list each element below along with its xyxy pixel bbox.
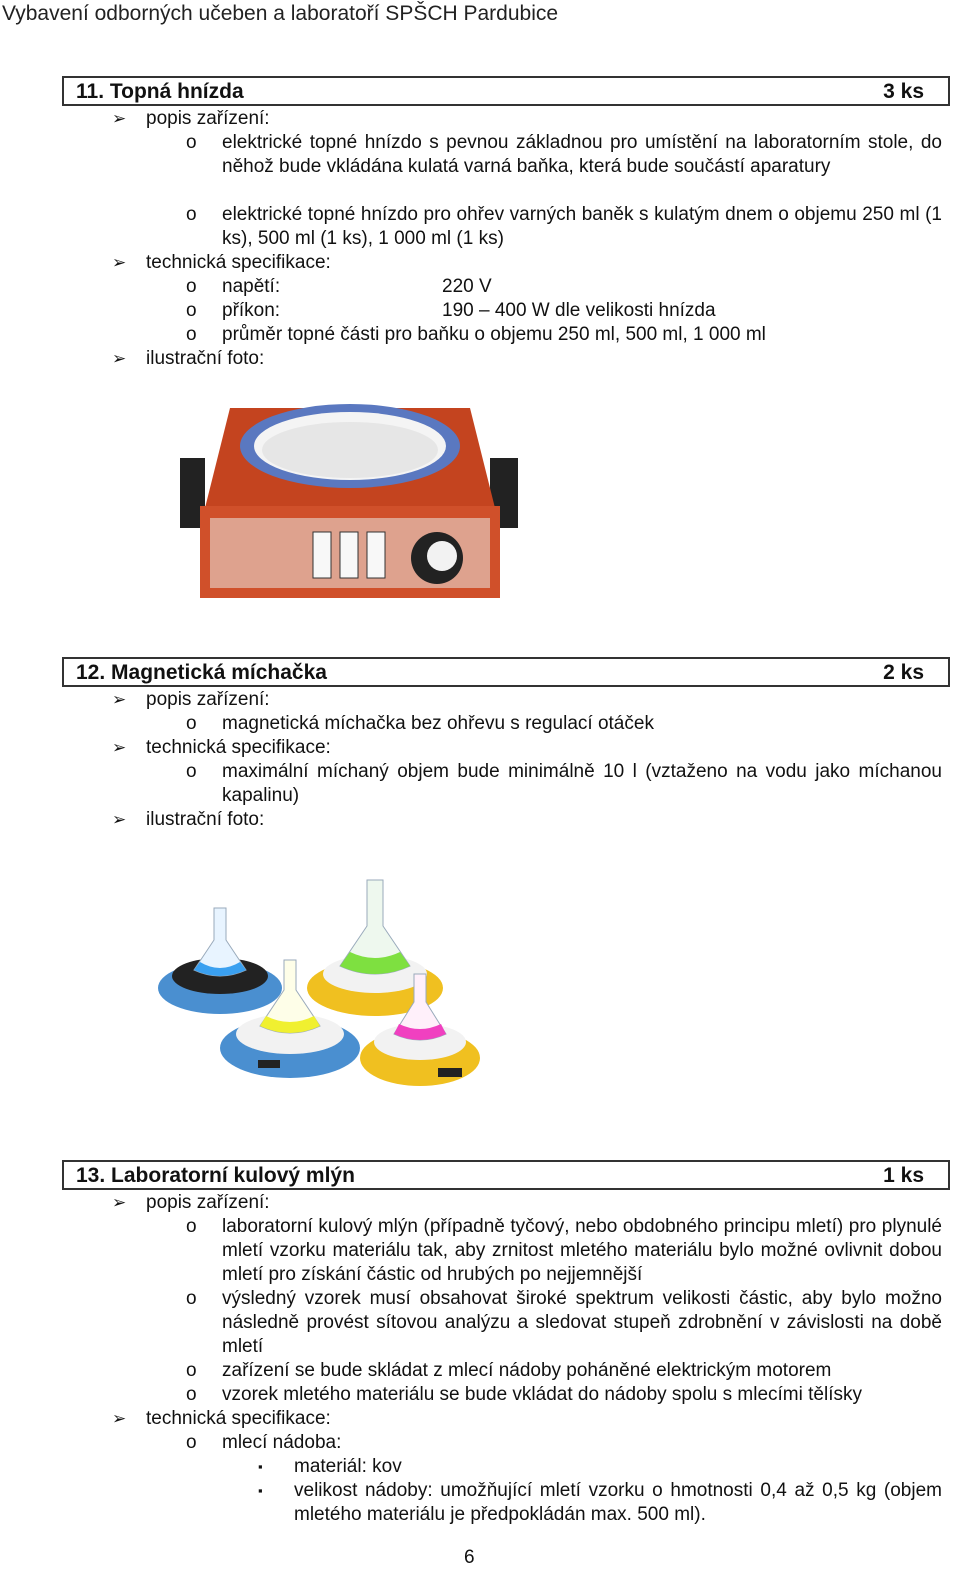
section-heading-11 (62, 76, 950, 106)
list-item-text: výsledný vzorek musí obsahovat široké spektrum velikosti částic, aby bylo možno následně provést sítovou analýzu a sledovat stupeň zdrobnění v závislosti na době mletí (222, 1288, 942, 1357)
specification-label: technická specifikace: (146, 737, 331, 758)
list-item (186, 1383, 942, 1407)
description-label: popis zařízení: (146, 689, 270, 710)
list-item-text: mlecí nádoba: (222, 1432, 342, 1453)
circle-bullet-icon: o (186, 204, 197, 225)
page-number: 6 (464, 1547, 475, 1568)
description-heading (112, 107, 270, 131)
circle-bullet-icon: o (186, 324, 197, 345)
list-item-text: elektrické topné hnízdo pro ohřev varných baněk s kulatým dnem o objemu 250 ml (1 ks), 500 ml (1 ks), 1 000 ml (1 ks) (222, 204, 942, 249)
description-heading (112, 688, 270, 712)
switch-2 (340, 532, 358, 578)
list-item (186, 131, 942, 179)
switch-3 (367, 532, 385, 578)
circle-bullet-icon: o (186, 300, 197, 321)
list-item-text: elektrické topné hnízdo s pevnou základnou pro umístění na laboratorním stole, do něhož bude vkládána kulatá varná baňka, která bude součástí aparatury (222, 132, 942, 177)
arrow-bullet-icon: ➢ (112, 109, 127, 128)
page-header: Vybavení odborných učeben a laboratoří SPŠCH Pardubice (2, 2, 559, 25)
spec-row-diameter (186, 323, 766, 347)
list-item (186, 712, 942, 736)
spec-label: napětí: (222, 276, 281, 297)
sub-list-item (258, 1479, 942, 1527)
list-item (186, 1359, 942, 1383)
switch-1 (313, 532, 331, 578)
list-item (186, 203, 942, 251)
spec-row-power (186, 299, 716, 323)
circle-bullet-icon: o (186, 1360, 197, 1381)
stirrer-display (258, 1060, 280, 1068)
mantle-well (262, 422, 438, 478)
circle-bullet-icon: o (186, 761, 197, 782)
heating-mantle-photo (150, 378, 540, 633)
circle-bullet-icon: o (186, 1216, 197, 1237)
section-quantity: 2 ks (883, 661, 924, 684)
specification-label: technická specifikace: (146, 1408, 331, 1429)
square-bullet-icon: ▪ (258, 1459, 263, 1474)
section-heading-13 (62, 1160, 950, 1190)
sub-list-item-text: velikost nádoby: umožňující mletí vzorku o hmotnosti 0,4 až 0,5 kg (objem mletého materiálu je předpokládán max. 500 ml). (294, 1480, 942, 1525)
knob-dial (427, 541, 457, 571)
description-heading (112, 1191, 270, 1215)
photo-heading (112, 347, 264, 371)
section-title: 12. Magnetická míchačka (76, 661, 327, 684)
specification-heading (112, 1407, 331, 1431)
arrow-bullet-icon: ➢ (112, 810, 127, 829)
specification-heading (112, 736, 331, 760)
section-heading-12 (62, 657, 950, 687)
arrow-bullet-icon: ➢ (112, 1193, 127, 1212)
circle-bullet-icon: o (186, 132, 197, 153)
photo-label: ilustrační foto: (146, 348, 265, 369)
sub-list-item (258, 1455, 942, 1479)
square-bullet-icon: ▪ (258, 1483, 263, 1498)
arrow-bullet-icon: ➢ (112, 738, 127, 757)
section-quantity: 3 ks (883, 80, 924, 103)
list-item (186, 1215, 942, 1287)
description-label: popis zařízení: (146, 108, 270, 129)
list-item-text: laboratorní kulový mlýn (případně tyčový, nebo obdobného principu mletí) pro plynulé mletí vzorku materiálu tak, aby zrnitost mletého materiálu bylo možné ovlivnit dobou mletí pro získání částic od hrubých po nejjemnější (222, 1216, 942, 1285)
list-item (186, 760, 942, 808)
section-title: 11. Topná hnízda (76, 80, 244, 103)
section-title: 13. Laboratorní kulový mlýn (76, 1164, 355, 1187)
spec-text: průměr topné části pro baňku o objemu 250 ml, 500 ml, 1 000 ml (222, 324, 766, 345)
arrow-bullet-icon: ➢ (112, 690, 127, 709)
description-label: popis zařízení: (146, 1192, 270, 1213)
list-item-text: maximální míchaný objem bude minimálně 10 l (vztaženo na vodu jako míchanou kapalinu) (222, 761, 942, 806)
circle-bullet-icon: o (186, 276, 197, 297)
spec-label: příkon: (222, 300, 281, 321)
spec-value: 190 – 400 W dle velikosti hnízda (442, 300, 716, 321)
arrow-bullet-icon: ➢ (112, 253, 127, 272)
sub-list-item-text: materiál: kov (294, 1456, 402, 1477)
arrow-bullet-icon: ➢ (112, 1409, 127, 1428)
photo-heading (112, 808, 264, 832)
magnetic-stirrers-photo (150, 870, 490, 1120)
specification-heading (112, 251, 331, 275)
spec-value: 220 V (442, 276, 492, 297)
circle-bullet-icon: o (186, 1384, 197, 1405)
list-item-text: zařízení se bude skládat z mlecí nádoby poháněné elektrickým motorem (222, 1360, 832, 1381)
specification-label: technická specifikace: (146, 252, 331, 273)
circle-bullet-icon: o (186, 1432, 197, 1453)
list-item (186, 1287, 942, 1359)
circle-bullet-icon: o (186, 1288, 197, 1309)
list-item-text: magnetická míchačka bez ohřevu s regulací otáček (222, 713, 654, 734)
section-quantity: 1 ks (883, 1164, 924, 1187)
photo-label: ilustrační foto: (146, 809, 265, 830)
spec-row-voltage (186, 275, 492, 299)
list-item (186, 1431, 942, 1455)
list-item-text: vzorek mletého materiálu se bude vkládat do nádoby spolu s mlecími tělísky (222, 1384, 862, 1405)
stirrer-display (438, 1068, 462, 1077)
circle-bullet-icon: o (186, 713, 197, 734)
arrow-bullet-icon: ➢ (112, 349, 127, 368)
